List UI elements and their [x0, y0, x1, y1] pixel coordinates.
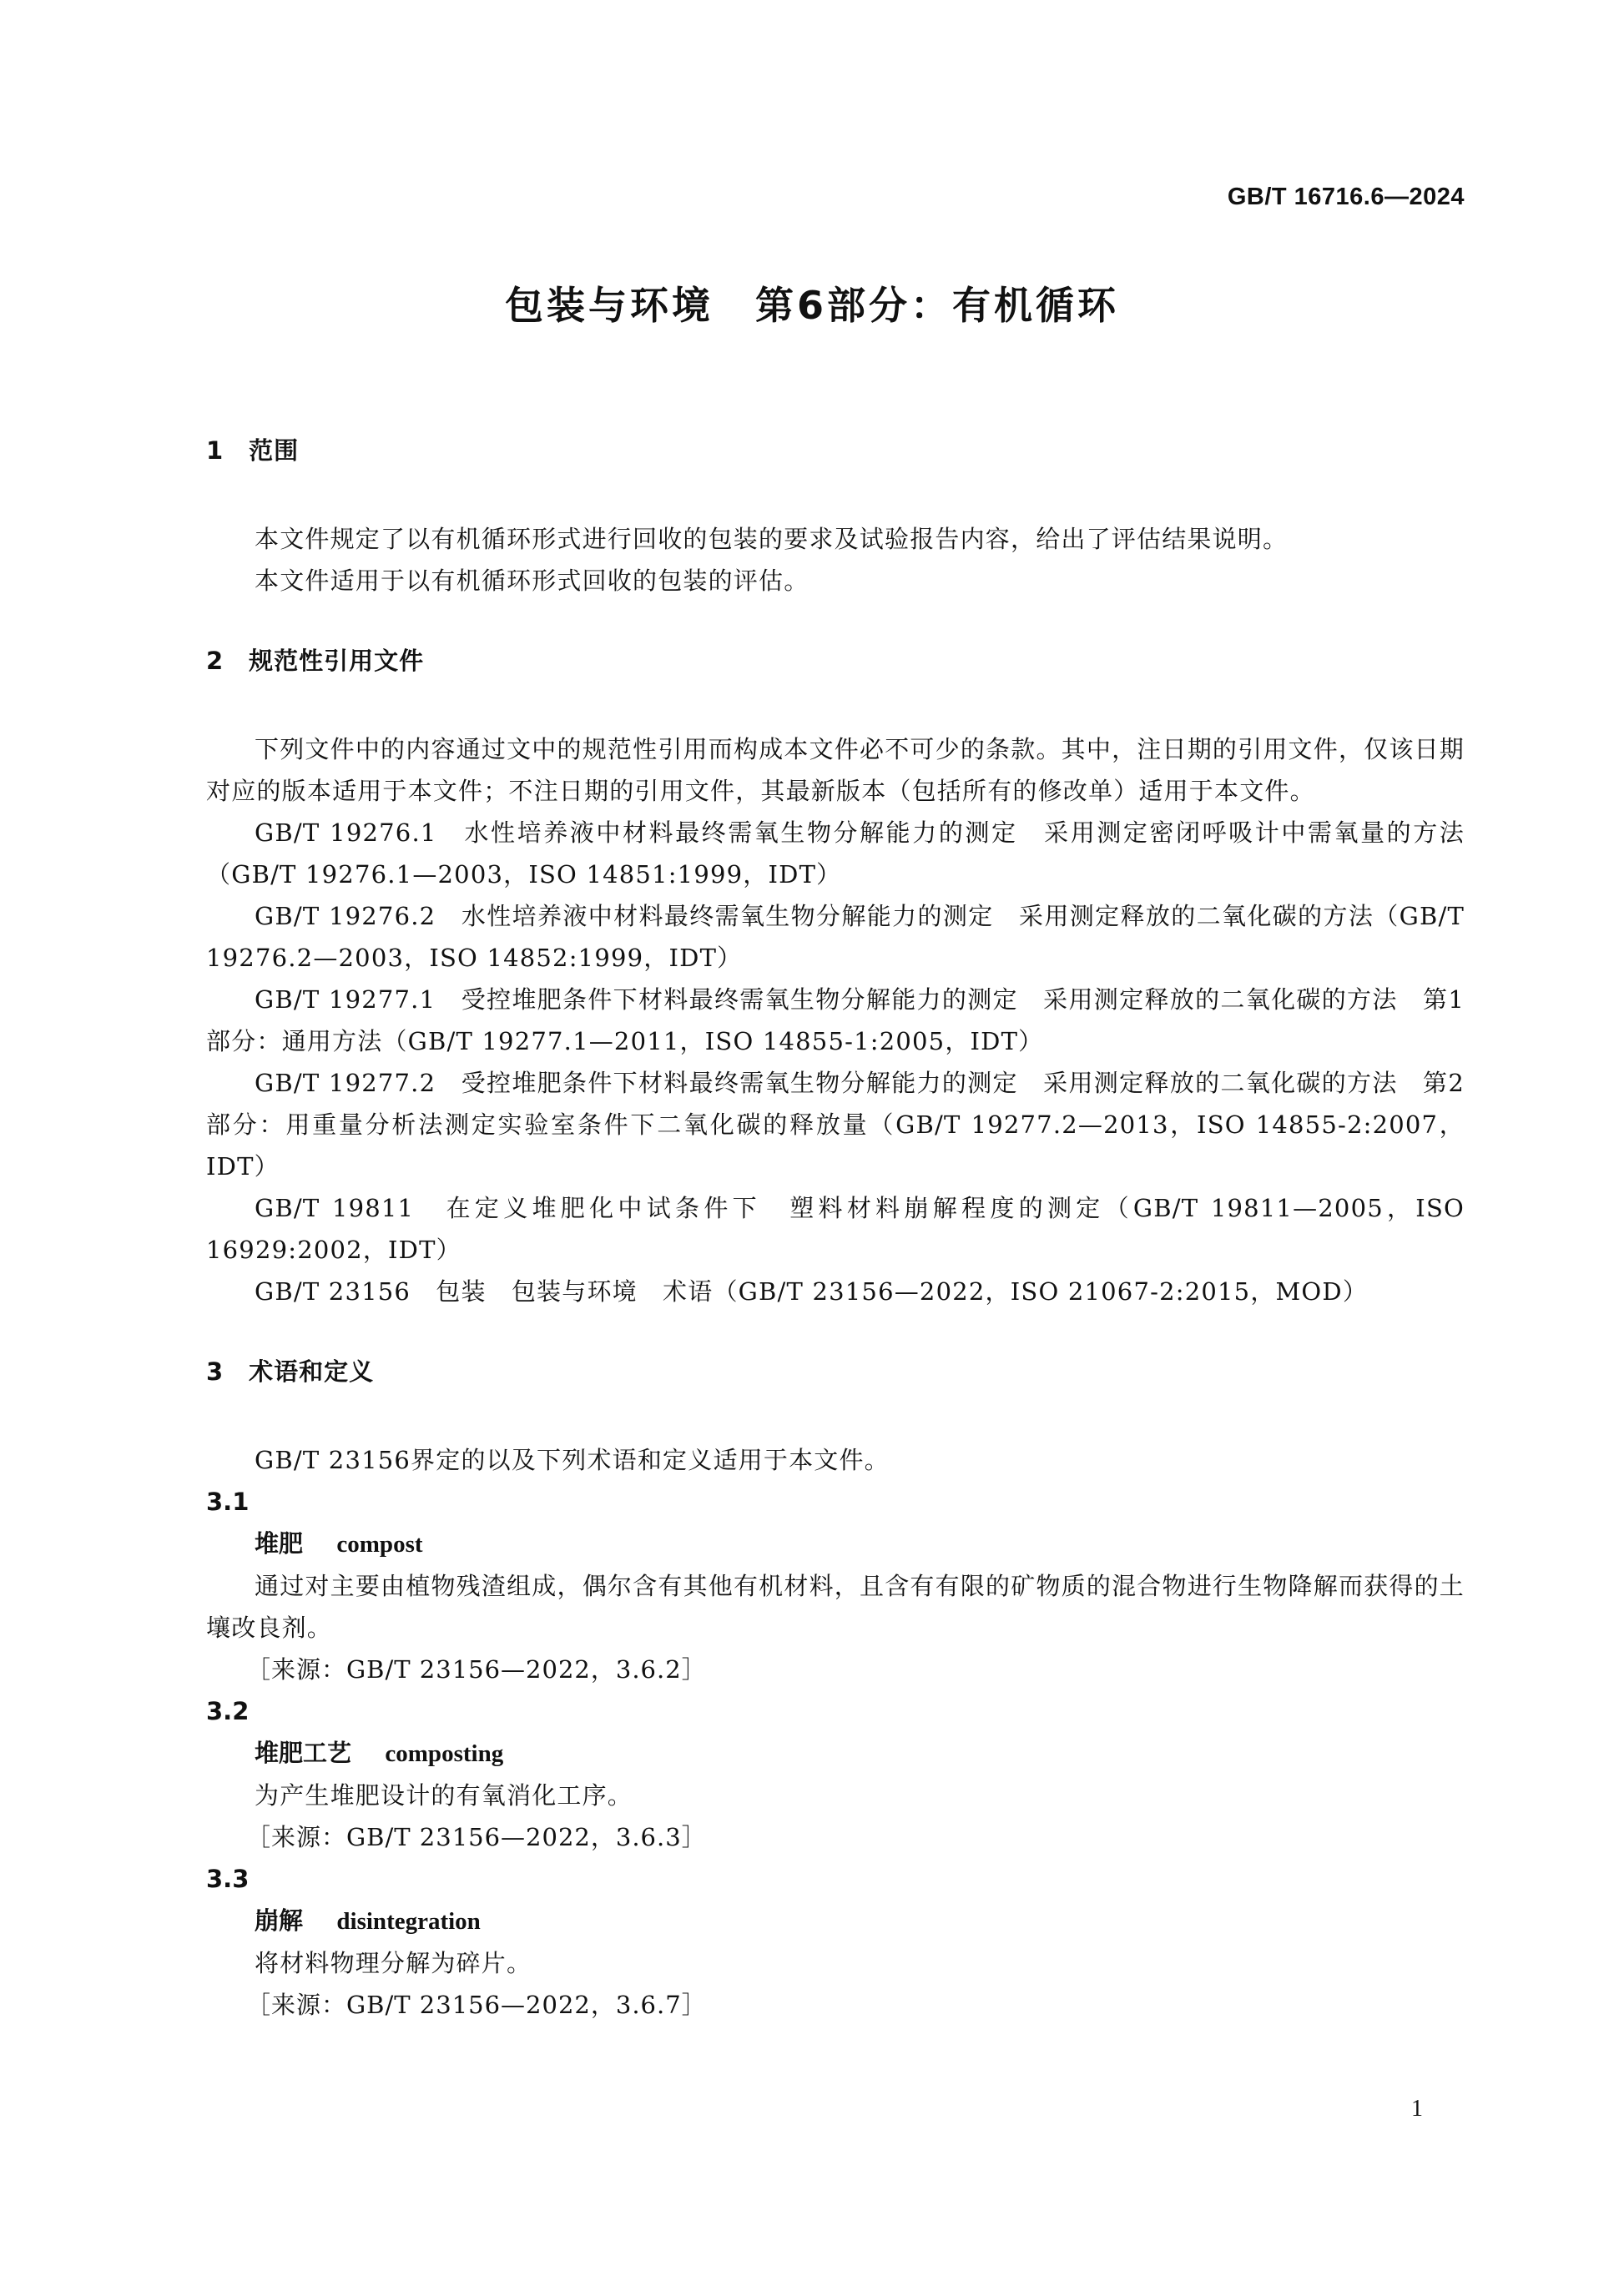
- references-intro: 下列文件中的内容通过文中的规范性引用而构成本文件必不可少的条款。其中，注日期的引用文件，仅该日期对应的版本适用于本文件；不注日期的引用文件，其最新版本（包括所有的修改单）适用于本文件。: [206, 735, 1465, 805]
- scope-paragraph: 本文件规定了以有机循环形式进行回收的包装的要求及试验报告内容，给出了评估结果说明。: [255, 525, 1289, 553]
- term-number: 3.2: [206, 1697, 250, 1725]
- term-title: [206, 1523, 1465, 1565]
- term-source: ［来源：GB/T 23156—2022，3.6.7］: [246, 1991, 707, 2019]
- reference-entry: GB/T 19277.1 受控堆肥条件下材料最终需氧生物分解能力的测定 采用测定释放的二氧化碳的方法 第1部分：通用方法（GB/T 19277.1—2011，ISO 14855-1:2005，IDT）: [206, 985, 1465, 1055]
- terms-intro: GB/T 23156界定的以及下列术语和定义适用于本文件。: [255, 1446, 890, 1474]
- term-cn: 堆肥: [255, 1529, 304, 1558]
- term-number: 3.3: [206, 1865, 250, 1893]
- term-definition: 为产生堆肥设计的有氧消化工序。: [255, 1781, 633, 1810]
- reference-entry: GB/T 19276.2 水性培养液中材料最终需氧生物分解能力的测定 采用测定释放的二氧化碳的方法（GB/T 19276.2—2003，ISO 14852:1999，IDT）: [206, 902, 1465, 972]
- term-entry: [206, 1858, 1465, 2026]
- term-cn: 崩解: [255, 1906, 304, 1935]
- reference-entry: GB/T 23156 包装 包装与环境 术语（GB/T 23156—2022，ISO 21067-2:2015，MOD）: [255, 1277, 1369, 1306]
- term-source: ［来源：GB/T 23156—2022，3.6.3］: [246, 1823, 707, 1851]
- section-heading-normative-references: 2 规范性引用文件: [206, 647, 425, 675]
- term-source: ［来源：GB/T 23156—2022，3.6.2］: [246, 1655, 707, 1684]
- term-en: compost: [336, 1531, 423, 1558]
- reference-entry: GB/T 19276.1 水性培养液中材料最终需氧生物分解能力的测定 采用测定密闭呼吸计中需氧量的方法（GB/T 19276.1—2003，ISO 14851:1999，IDT）: [206, 818, 1465, 889]
- term-definition: 通过对主要由植物残渣组成，偶尔含有其他有机材料，且含有有限的矿物质的混合物进行生物降解而获得的土壤改良剂。: [206, 1572, 1465, 1642]
- term-en: composting: [385, 1740, 504, 1767]
- term-title: [206, 1732, 1465, 1775]
- term-definition: 将材料物理分解为碎片。: [255, 1949, 532, 1977]
- section-heading-scope: 1 范围: [206, 436, 300, 465]
- reference-entry: GB/T 19811 在定义堆肥化中试条件下 塑料材料崩解程度的测定（GB/T 19811—2005，ISO 16929:2002，IDT）: [206, 1194, 1465, 1264]
- term-cn: 堆肥工艺: [255, 1739, 352, 1767]
- term-entry: [206, 1690, 1465, 1858]
- term-entry: [206, 1481, 1465, 1690]
- term-number: 3.1: [206, 1488, 250, 1516]
- document-title: 包装与环境 第6部分：有机循环: [504, 283, 1119, 328]
- document-body: [206, 430, 1465, 2026]
- term-title: [206, 1900, 1465, 1942]
- standard-code: GB/T 16716.6—2024: [1227, 184, 1465, 210]
- section-heading-terms: 3 术语和定义: [206, 1357, 375, 1386]
- term-en: disintegration: [336, 1908, 481, 1935]
- reference-entry: GB/T 19277.2 受控堆肥条件下材料最终需氧生物分解能力的测定 采用测定释放的二氧化碳的方法 第2部分：用重量分析法测定实验室条件下二氧化碳的释放量（GB/T 19277.2—2013，ISO 14855-2:2007，IDT）: [206, 1069, 1465, 1181]
- page-number: 1: [1411, 2096, 1423, 2122]
- scope-paragraph: 本文件适用于以有机循环形式回收的包装的评估。: [255, 566, 809, 595]
